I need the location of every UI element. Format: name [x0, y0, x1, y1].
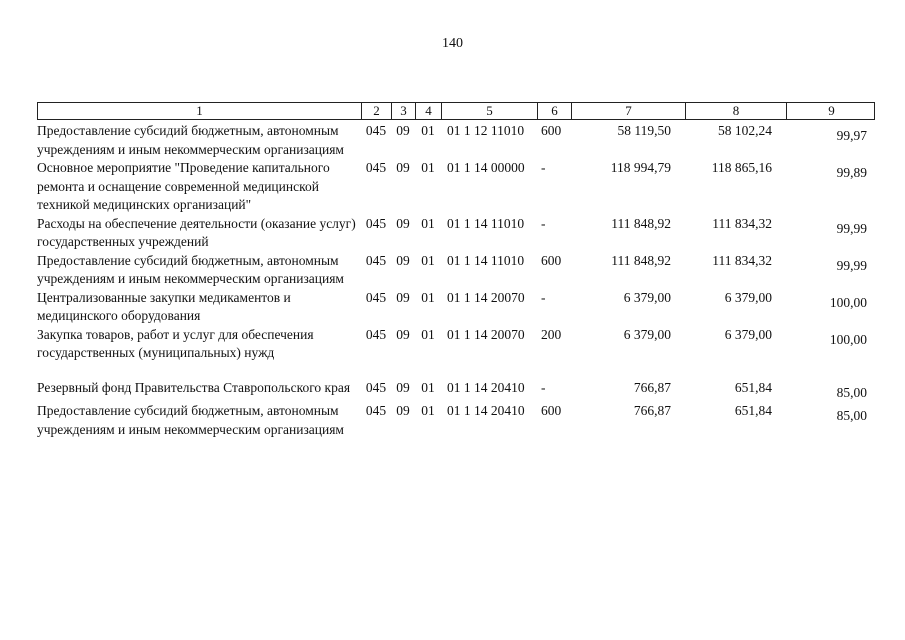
row-plan: 6 379,00 — [623, 289, 671, 305]
row-execution: 6 379,00 — [724, 289, 772, 305]
row-target-article: 01 1 14 20070 — [447, 289, 525, 305]
header-col-2: 2 — [362, 103, 392, 119]
table-row — [37, 326, 875, 363]
row-name: Основное мероприятие "Проведение капитального ремонта и оснащение современной медицинской техникой медицинских организаций" — [37, 160, 330, 212]
row-percent: 85,00 — [836, 408, 867, 423]
table-row — [37, 252, 875, 289]
row-section: 09 — [396, 252, 410, 268]
row-subsection: 01 — [421, 326, 435, 342]
row-expense-type: - — [541, 160, 546, 175]
row-execution: 118 865,16 — [711, 160, 772, 175]
row-plan: 766,87 — [633, 379, 671, 395]
row-subsection: 01 — [421, 160, 435, 175]
row-execution: 6 379,00 — [724, 326, 772, 342]
row-ministry-code: 045 — [365, 326, 387, 342]
row-target-article: 01 1 14 20410 — [447, 403, 525, 418]
row-plan: 111 848,92 — [611, 252, 671, 268]
row-percent: 100,00 — [829, 294, 867, 310]
row-percent: 99,99 — [836, 257, 867, 273]
row-expense-type: - — [541, 289, 546, 305]
row-percent: 99,99 — [836, 220, 867, 236]
row-section: 09 — [396, 123, 410, 138]
row-name: Резервный фонд Правительства Ставропольского края — [37, 379, 351, 395]
row-section: 09 — [396, 403, 410, 418]
header-col-1: 1 — [38, 103, 362, 119]
row-expense-type: 600 — [541, 123, 562, 138]
header-col-3: 3 — [392, 103, 416, 119]
row-plan: 118 994,79 — [610, 160, 671, 175]
row-percent: 100,00 — [829, 331, 867, 347]
header-col-6: 6 — [538, 103, 572, 119]
header-col-5: 5 — [442, 103, 538, 119]
row-ministry-code: 045 — [365, 215, 387, 231]
row-ministry-code: 045 — [365, 379, 387, 395]
header-col-9: 9 — [828, 103, 835, 118]
table-row — [37, 215, 875, 252]
table-row — [37, 159, 875, 215]
row-target-article: 01 1 12 11010 — [447, 123, 525, 138]
row-target-article: 01 1 14 11010 — [447, 252, 525, 268]
row-section: 09 — [396, 160, 410, 175]
row-plan: 111 848,92 — [611, 215, 671, 231]
row-ministry-code: 045 — [365, 123, 387, 138]
table-row — [37, 289, 875, 326]
row-subsection: 01 — [421, 289, 435, 305]
row-name: Предоставление субсидий бюджетным, автономным учреждениям и иным некоммерческим организациям — [37, 403, 344, 437]
row-section: 09 — [396, 289, 410, 305]
header-col-7: 7 — [572, 103, 686, 119]
row-section: 09 — [396, 379, 410, 395]
row-percent: 99,89 — [836, 165, 867, 180]
table-header — [37, 102, 875, 120]
row-name: Централизованные закупки медикаментов и медицинского оборудования — [37, 289, 291, 323]
row-plan: 6 379,00 — [623, 326, 671, 342]
row-execution: 58 102,24 — [718, 123, 772, 138]
header-col-4: 4 — [416, 103, 442, 119]
row-expense-type: - — [541, 379, 546, 395]
row-percent: 85,00 — [836, 384, 867, 400]
row-name: Предоставление субсидий бюджетным, автономным учреждениям и иным некоммерческим организациям — [37, 252, 344, 286]
row-subsection: 01 — [421, 403, 435, 418]
row-execution: 651,84 — [734, 379, 772, 395]
row-plan: 766,87 — [633, 403, 671, 418]
row-plan: 58 119,50 — [617, 123, 671, 138]
row-execution: 111 834,32 — [712, 252, 772, 268]
row-expense-type: 200 — [541, 326, 562, 342]
row-target-article: 01 1 14 20070 — [447, 326, 525, 342]
row-section: 09 — [396, 215, 410, 231]
header-col-8: 8 — [686, 103, 787, 119]
row-name: Расходы на обеспечение деятельности (оказание услуг) государственных учреждений — [37, 215, 356, 249]
row-target-article: 01 1 14 11010 — [447, 215, 525, 231]
row-section: 09 — [396, 326, 410, 342]
row-subsection: 01 — [421, 379, 435, 395]
table-row — [37, 379, 875, 403]
row-target-article: 01 1 14 00000 — [447, 160, 525, 175]
table-body — [37, 122, 875, 439]
page-number: 140 — [442, 36, 463, 51]
row-expense-type: 600 — [541, 403, 562, 418]
row-execution: 651,84 — [734, 403, 772, 418]
table-row — [37, 402, 875, 439]
row-name: Закупка товаров, работ и услуг для обеспечения государственных (муниципальных) нужд — [37, 326, 314, 360]
row-subsection: 01 — [421, 123, 435, 138]
row-subsection: 01 — [421, 215, 435, 231]
row-ministry-code: 045 — [365, 289, 387, 305]
row-percent: 99,97 — [836, 128, 867, 143]
row-name: Предоставление субсидий бюджетным, автономным учреждениям и иным некоммерческим организациям — [37, 123, 344, 157]
row-subsection: 01 — [421, 252, 435, 268]
row-ministry-code: 045 — [365, 403, 387, 418]
table-row — [37, 122, 875, 159]
row-execution: 111 834,32 — [712, 215, 772, 231]
row-target-article: 01 1 14 20410 — [447, 379, 525, 395]
row-ministry-code: 045 — [365, 160, 387, 175]
row-ministry-code: 045 — [365, 252, 387, 268]
row-expense-type: - — [541, 215, 546, 231]
row-expense-type: 600 — [541, 252, 562, 268]
